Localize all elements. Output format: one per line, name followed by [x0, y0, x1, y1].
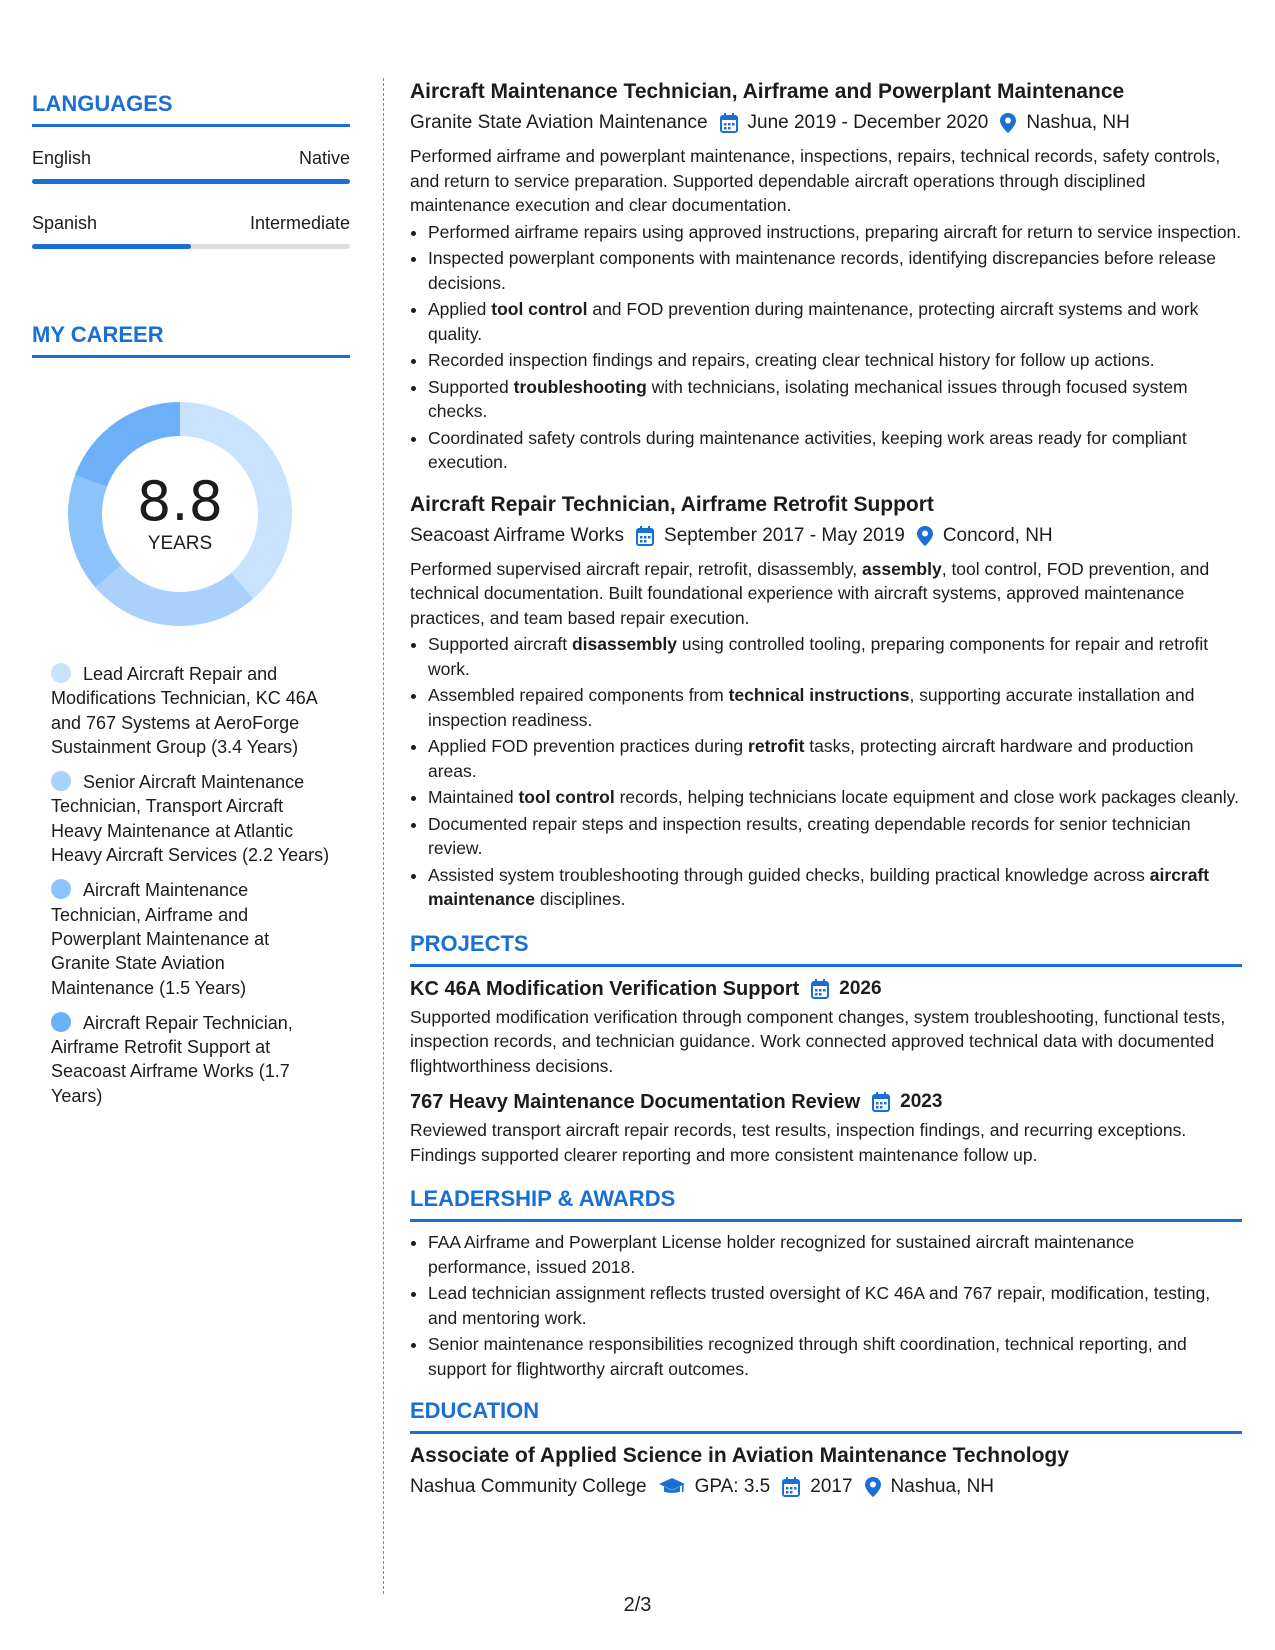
job-title: Aircraft Repair Technician, Airframe Retrofit Support — [410, 492, 934, 516]
career-section — [32, 321, 350, 1108]
calendar-icon — [720, 113, 738, 133]
languages-rule — [32, 124, 350, 127]
emphasis-text: disassembly — [571, 634, 678, 654]
project-year: 2026 — [839, 977, 882, 999]
job-summary: Performed airframe and powerplant maintenance, inspections, repairs, technical records, safety controls, and return to service preparation. Supported dependable aircraft operations through disciplined maintenance execution and clear documentation. — [410, 146, 1221, 215]
award-item: • Lead technician assignment reflects trusted oversight of KC 46A and 767 repair, modification, testing, and mentoring work. — [428, 1281, 1242, 1330]
legend-label: Lead Aircraft Repair and Modifications Technician, KC 46A and 767 Systems at AeroForge Sustainment Group (3.4 Years) — [51, 664, 317, 757]
languages-heading: LANGUAGES — [32, 91, 173, 116]
text-run: Assisted system troubleshooting through guided checks, building practical knowledge across — [428, 864, 1150, 885]
legend-dot — [51, 1012, 71, 1032]
calendar-icon — [811, 979, 829, 999]
text-run: Performed airframe repairs using approved instructions, preparing aircraft for return to service inspection. — [428, 221, 1242, 242]
legend-dot — [51, 879, 71, 899]
awards-rule — [410, 1219, 1242, 1222]
text-run: tasks, protecting aircraft hardware and production areas. — [428, 736, 1194, 781]
emphasis-text: troubleshooting — [513, 376, 647, 397]
language-name: Spanish — [32, 213, 98, 233]
map-pin-icon — [1000, 113, 1016, 133]
language-name: English — [32, 148, 92, 168]
language-item — [32, 147, 350, 184]
text-run: Assembled repaired components from — [428, 685, 729, 705]
text-run: disciplines. — [534, 889, 626, 909]
emphasis-text: aircraft maintenance — [428, 864, 1210, 909]
emphasis-text: assembly — [861, 558, 942, 579]
language-level: Native — [298, 148, 350, 168]
text-run: Coordinated safety controls during maintenance activities, keeping work areas ready for compliant execution. — [428, 427, 1187, 472]
education-section — [410, 1397, 1242, 1500]
job-title: Aircraft Maintenance Technician, Airframe and Powerplant Maintenance — [410, 80, 1125, 103]
column-divider — [383, 78, 384, 1594]
experience-entry — [410, 491, 1242, 912]
text-run: , tool control, FOD prevention, and technical documentation. Built foundational experience with aircraft systems, approved maintenance practices, and team based repair execution. — [410, 558, 1210, 628]
left-column — [32, 78, 350, 1119]
career-total-unit: YEARS — [147, 533, 213, 554]
map-pin-icon — [917, 526, 933, 546]
projects-heading: PROJECTS — [410, 930, 529, 956]
language-proficiency-fill — [32, 244, 191, 249]
education-location: Nashua, NH — [890, 1476, 995, 1497]
language-level: Intermediate — [249, 213, 350, 233]
right-column — [410, 78, 1242, 1500]
job-company: Seacoast Airframe Works — [410, 524, 625, 546]
education-rule — [410, 1431, 1242, 1434]
page-number: 2/3 — [623, 1594, 652, 1616]
projects-section — [410, 930, 1242, 1168]
text-run: , supporting accurate installation and inspection readiness. — [428, 685, 1195, 730]
career-donut-chart — [68, 402, 292, 626]
bullet-item — [428, 785, 1242, 810]
award-item: • FAA Airframe and Powerplant License holder recognized for sustained aircraft maintenance performance, issued 2018. — [428, 1230, 1242, 1279]
text-run: Documented repair steps and inspection results, creating dependable records for senior technician review. — [428, 813, 1191, 858]
text-run: with technicians, isolating mechanical issues through focused system checks. — [428, 376, 1188, 421]
legend-dot — [51, 663, 71, 683]
job-meta — [410, 110, 1242, 136]
map-pin-icon — [865, 1477, 881, 1497]
education-meta — [410, 1474, 1242, 1500]
career-total-years: 8.8 — [137, 470, 223, 533]
emphasis-text: retrofit — [748, 736, 805, 756]
legend-label: Aircraft Repair Technician, Airframe Retrofit Support at Seacoast Airframe Works (1.7 Years) — [51, 1012, 293, 1106]
job-summary — [410, 557, 1242, 631]
emphasis-text: tool control — [518, 787, 615, 807]
education-gpa: GPA: 3.5 — [694, 1476, 771, 1497]
text-run: and FOD prevention during maintenance, protecting aircraft systems and work quality. — [428, 299, 1199, 344]
calendar-icon — [872, 1092, 890, 1112]
text-run: Applied FOD prevention practices during — [428, 736, 749, 756]
career-legend — [51, 662, 331, 1108]
bullet-item — [428, 863, 1242, 912]
job-location: Concord, NH — [942, 524, 1053, 546]
bullet-item — [428, 734, 1242, 783]
text-run: Supported aircraft — [428, 634, 572, 654]
legend-item — [51, 878, 331, 999]
job-bullets — [410, 632, 1242, 912]
job-dates: June 2019 - December 2020 — [747, 112, 989, 133]
job-bullets — [410, 220, 1242, 475]
text-run: using controlled tooling, preparing components for repair and retrofit work. — [428, 634, 1209, 679]
languages-section — [32, 90, 350, 249]
job-meta — [410, 523, 1242, 549]
legend-label: Senior Aircraft Maintenance Technician, Transport Aircraft Heavy Maintenance at Atlantic Heavy Aircraft Services (2.2 Years) — [51, 772, 330, 866]
project-name: KC 46A Modification Verification Support — [410, 977, 800, 1000]
career-heading: MY CAREER — [32, 322, 164, 347]
awards-heading: LEADERSHIP & AWARDS — [410, 1186, 676, 1211]
text-run: Maintained — [428, 787, 519, 807]
project-name: 767 Heavy Maintenance Documentation Review — [410, 1091, 861, 1113]
projects-rule — [410, 964, 1242, 967]
job-dates: September 2017 - May 2019 — [664, 524, 905, 546]
legend-label: Aircraft Maintenance Technician, Airframe and Powerplant Maintenance at Granite State Aviation Maintenance (1.5 Years) — [51, 880, 270, 998]
text-run: Performed supervised aircraft repair, retrofit, disassembly, — [410, 558, 862, 579]
career-rule — [32, 355, 350, 358]
education-school: Nashua Community College — [410, 1476, 647, 1497]
bullet-item — [428, 375, 1242, 424]
text-run: Inspected powerplant components with maintenance records, identifying discrepancies before release decisions. — [428, 248, 1216, 293]
bullet-item — [428, 426, 1242, 475]
legend-item — [51, 1011, 331, 1108]
award-item: • Senior maintenance responsibilities recognized through shift coordination, technical reporting, and support for flightworthy aircraft outcomes. — [428, 1332, 1242, 1381]
bullet-item — [428, 220, 1242, 245]
calendar-icon — [782, 1477, 800, 1497]
job-company: Granite State Aviation Maintenance — [410, 112, 708, 133]
text-run: records, helping technicians locate equipment and close work packages cleanly. — [614, 787, 1239, 807]
language-proficiency-bar — [32, 244, 350, 249]
experience-entry — [410, 78, 1242, 475]
project-year: 2023 — [900, 1091, 943, 1112]
awards-section — [410, 1185, 1242, 1381]
emphasis-text: tool control — [491, 299, 588, 319]
legend-item — [51, 662, 331, 759]
calendar-icon — [636, 526, 654, 546]
education-heading: EDUCATION — [410, 1398, 540, 1423]
education-degree: Associate of Applied Science in Aviation Maintenance Technology — [410, 1444, 1069, 1467]
bullet-item — [428, 683, 1242, 732]
emphasis-text: technical instructions — [728, 685, 910, 705]
bullet-item — [428, 812, 1242, 861]
graduation-cap-icon — [659, 1478, 685, 1496]
legend-item — [51, 770, 331, 867]
project-description: Supported modification verification through component changes, system troubleshooting, functional tests, inspection records, and technician guidance. Work connected approved technical data with documented flightworthiness decisions. — [410, 1006, 1226, 1076]
language-item — [32, 212, 350, 249]
education-year: 2017 — [810, 1476, 853, 1497]
project-item — [410, 975, 1242, 1079]
legend-dot — [51, 771, 71, 791]
project-item — [410, 1088, 1242, 1167]
language-proficiency-fill — [32, 179, 350, 184]
project-description: Reviewed transport aircraft repair records, test results, inspection findings, and recurring exceptions. Findings supported clearer reporting and more consistent maintenance follow up. — [410, 1120, 1187, 1165]
awards-list — [410, 1230, 1242, 1381]
bullet-item — [428, 297, 1242, 346]
bullet-item — [428, 348, 1242, 373]
text-run: Applied — [428, 299, 492, 319]
job-location: Nashua, NH — [1026, 112, 1130, 133]
text-run: Recorded inspection findings and repairs, creating clear technical history for follow up actions. — [428, 350, 1155, 370]
bullet-item — [428, 632, 1242, 681]
bullet-item — [428, 246, 1242, 295]
text-run: Supported — [428, 376, 514, 397]
language-proficiency-bar — [32, 179, 350, 184]
